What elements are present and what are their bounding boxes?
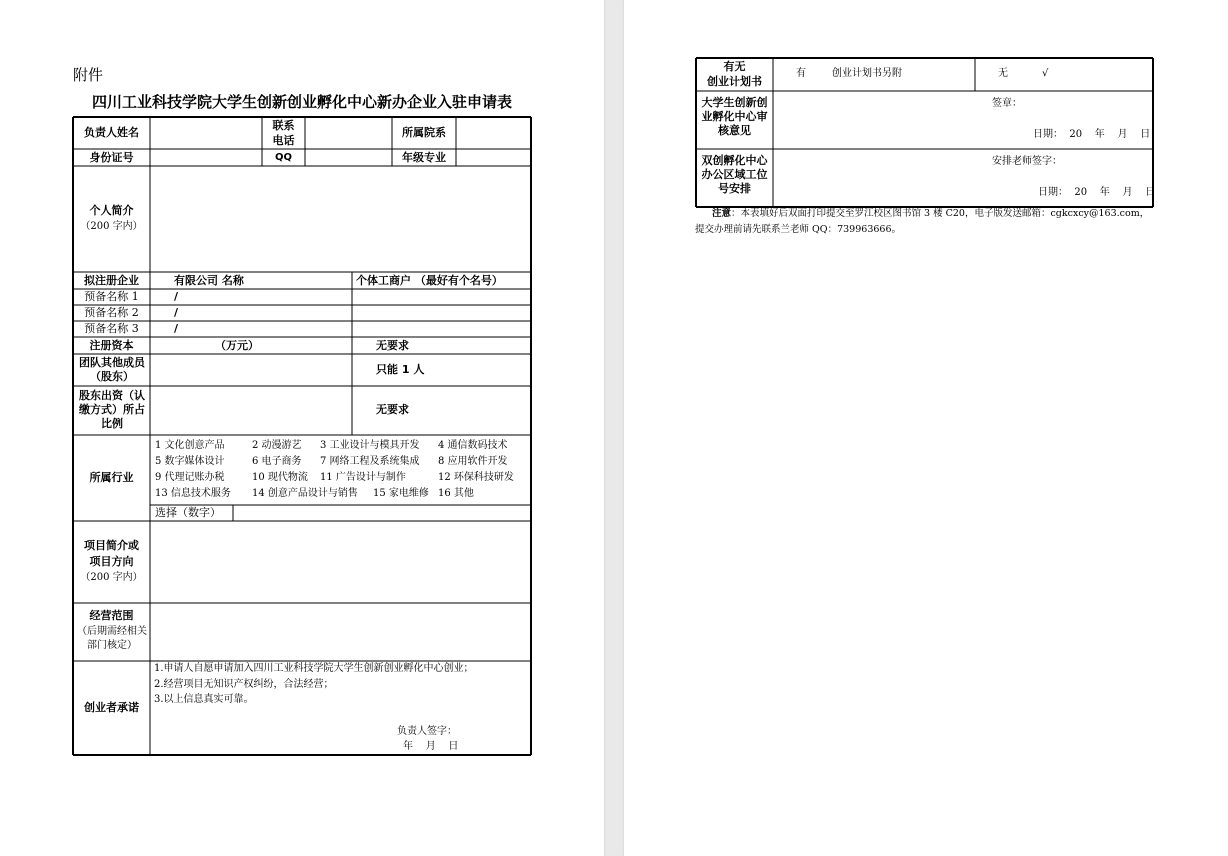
- plan-no-option[interactable]: 无: [998, 68, 1008, 79]
- office-label: 双创孵化中心办公区域工位号安排: [701, 154, 768, 195]
- industry-option: 7 网络工程及系统集成: [320, 456, 420, 467]
- intro-field[interactable]: [151, 167, 530, 271]
- industry-row-3: [155, 470, 527, 485]
- alt-name-3-slash: /: [174, 322, 179, 335]
- industry-option: 1 文化创意产品: [155, 440, 225, 451]
- office-date: 日期： 20 年 月 日: [1038, 187, 1156, 198]
- pledge-line-3: 3.以上信息真实可靠。: [154, 694, 254, 705]
- attachment-label: 附件: [73, 66, 104, 84]
- alt-name-2-slash: /: [174, 306, 179, 319]
- college-field[interactable]: [457, 118, 530, 149]
- share-no-requirement: 无要求: [376, 403, 409, 416]
- industry-row-2: [155, 454, 527, 469]
- note-text: ：本表填好后双面打印提交至罗江校区图书馆 3 楼 C20，电子版发送邮箱：cgkcxcy@163.com，提交办理前请先联系兰老师 QQ：739963666。: [695, 208, 1150, 235]
- capital-label: 注册资本: [89, 339, 134, 352]
- industry-option: 13 信息技术服务: [155, 488, 231, 499]
- industry-option: 2 动漫游艺: [252, 440, 302, 451]
- industry-option: 3 工业设计与模具开发: [320, 440, 420, 451]
- plan-label-line2: 创业计划书: [707, 75, 762, 88]
- reg-company-label: 拟注册企业: [84, 274, 139, 287]
- industry-option: 9 代理记账办税: [155, 472, 225, 483]
- company-name-header: 有限公司 名称: [174, 274, 244, 287]
- intro-label: 个人简介: [89, 204, 134, 217]
- individual-header: 个体工商户 （最好有个名号）: [356, 274, 503, 287]
- alt-name-2-company-field[interactable]: [195, 306, 351, 320]
- project-label-line1: 项目简介或: [84, 539, 139, 552]
- pledge-line-2: 2.经营项目无知识产权纠纷，合法经营；: [154, 679, 334, 690]
- industry-option: 15 家电维修: [373, 488, 429, 499]
- project-hint: （200 字内）: [80, 572, 143, 583]
- industry-option: 4 通信数码技术: [438, 440, 508, 451]
- grade-major-field[interactable]: [457, 150, 530, 166]
- submission-note: [695, 206, 1155, 238]
- industry-option: 10 现代物流: [252, 472, 308, 483]
- industry-option: 6 电子商务: [252, 456, 302, 467]
- industry-option: 11 广告设计与制作: [320, 472, 406, 483]
- alt-name-1-slash: /: [174, 290, 179, 303]
- industry-label: 所属行业: [89, 471, 134, 484]
- team-members-label: 团队其他成员（股东）: [79, 356, 145, 383]
- share-ratio-field[interactable]: [151, 387, 351, 434]
- review-seal-label: 签章：: [992, 98, 1022, 109]
- plan-yes-note: 创业计划书另附: [832, 68, 902, 79]
- phone-label-line1: 联系: [272, 119, 295, 132]
- phone-label-line2: 电话: [272, 134, 295, 147]
- pledge-label: 创业者承诺: [84, 701, 139, 714]
- pledge-sign-label: 负责人签字：: [397, 726, 457, 737]
- share-ratio-label: 股东出资（认缴方式）所占比例: [79, 389, 145, 430]
- industry-choose-field[interactable]: [234, 506, 530, 520]
- alt-name-3-individual-field[interactable]: [353, 322, 530, 336]
- alt-name-1-label: 预备名称 1: [84, 290, 139, 303]
- form-title: 四川工业科技学院大学生创新创业孵化中心新办企业入驻申请表: [91, 93, 512, 111]
- review-date: 日期： 20 年 月 日: [1033, 129, 1151, 140]
- review-label: 大学生创新创业孵化中心审核意见: [701, 96, 768, 137]
- form-page-2: [624, 0, 1228, 856]
- industry-row-1: [155, 438, 527, 453]
- alt-name-1-individual-field[interactable]: [353, 290, 530, 304]
- qq-label: QQ: [274, 152, 292, 163]
- plan-no-checkmark: √: [1042, 68, 1049, 79]
- scope-field[interactable]: [151, 604, 530, 660]
- industry-option: 8 应用软件开发: [438, 456, 508, 467]
- grade-major-label: 年级专业: [402, 151, 446, 164]
- project-field[interactable]: [151, 522, 530, 602]
- office-sign-label: 安排老师签字：: [992, 156, 1062, 167]
- intro-hint: （200 字内）: [80, 221, 143, 232]
- capital-no-requirement: 无要求: [376, 339, 409, 352]
- plan-yes-option[interactable]: 有: [796, 68, 806, 79]
- industry-option: 14 创意产品设计与销售: [252, 488, 358, 499]
- note-bold-label: 注意: [712, 208, 732, 219]
- industry-choose-label: 选择（数字）: [155, 506, 221, 519]
- alt-name-3-company-field[interactable]: [195, 322, 351, 336]
- alt-name-3-label: 预备名称 3: [84, 322, 139, 335]
- industry-option: 12 环保科技研发: [438, 472, 514, 483]
- capital-unit: （万元）: [215, 339, 259, 352]
- pledge-line-1: 1.申请人自愿申请加入四川工业科技学院大学生创新创业孵化中心创业；: [154, 663, 474, 674]
- leader-name-label: 负责人姓名: [84, 126, 139, 139]
- industry-option: 5 数字媒体设计: [155, 456, 225, 467]
- industry-row-4: [155, 486, 527, 501]
- phone-field[interactable]: [306, 118, 391, 149]
- pledge-date: 年 月 日: [403, 741, 459, 752]
- scope-hint: （后期需经相关部门核定）: [77, 626, 147, 651]
- team-members-field[interactable]: [151, 355, 351, 385]
- project-label-line2: 项目方向: [89, 555, 134, 568]
- alt-name-2-individual-field[interactable]: [353, 306, 530, 320]
- alt-name-2-label: 预备名称 2: [84, 306, 139, 319]
- scope-label: 经营范围: [89, 609, 134, 622]
- college-label: 所属院系: [402, 126, 446, 139]
- form-page-1: [0, 0, 604, 856]
- plan-label-line1: 有无: [723, 60, 746, 73]
- id-card-field[interactable]: [151, 150, 261, 166]
- qq-field[interactable]: [306, 150, 391, 166]
- industry-option: 16 其他: [438, 488, 474, 499]
- leader-name-field[interactable]: [151, 118, 261, 149]
- team-only-one: 只能 1 人: [376, 363, 425, 376]
- id-card-label: 身份证号: [89, 151, 134, 164]
- alt-name-1-company-field[interactable]: [195, 290, 351, 304]
